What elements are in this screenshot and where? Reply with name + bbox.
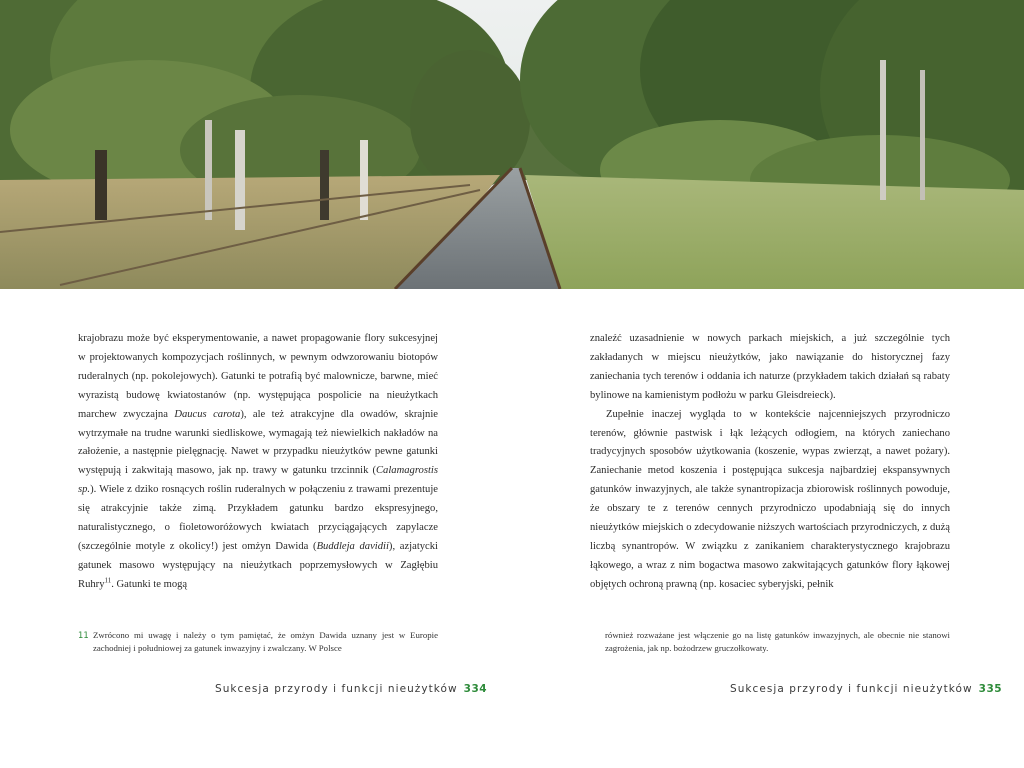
text-run: krajobrazu może być eksperymentowanie, a nawet propagowanie flory sukcesyjnej w projektowanych kompozycjach roślinnych, w pewnym odwzorowaniu biotopów ruderalnych (np. pokolejowych). Gatunki te potrafią być malownicze, barwne, mieć wyrazistą budowę kwiatostanów (np. występująca pospolicie na nieużytkach marchew zwyczajna	[78, 333, 438, 420]
footnote-ref: 11	[104, 576, 112, 585]
right-page-body	[590, 330, 950, 595]
species-name: Buddleja davidii	[316, 540, 389, 552]
landscape-photo	[0, 0, 1024, 289]
running-title: Sukcesja przyrody i funkcji nieużytków	[215, 683, 458, 695]
page-number: 335	[978, 683, 1003, 695]
text-run: . Gatunki te mogą	[111, 578, 188, 590]
footnote-number: 11	[78, 630, 89, 640]
left-running-footer	[215, 683, 487, 695]
paragraph	[590, 406, 950, 595]
left-footnote	[78, 629, 438, 656]
paragraph	[590, 330, 950, 406]
footnote-text: również rozważane jest włączenie go na listę gatunków inwazyjnych, ale obecnie nie stanowi zagrożenia, jak np. bożodrzew gruczołkowaty.	[605, 630, 950, 654]
running-title: Sukcesja przyrody i funkcji nieużytków	[730, 683, 973, 695]
left-page-body	[78, 330, 438, 595]
text-run: Zupełnie inaczej wygląda to w kontekście najcenniejszych przyrodniczo terenów, głównie pastwisk i łąk leżących odłogiem, na których zaniechano tradycyjnych sposobów użytkowania (koszenie, wypas zwierząt, a nawet pożary). Zaniechanie metod koszenia i postępująca sukcesja najbardziej ekspansywnych gatunków inwazyjnych, ale także synantropizacja zbiorowisk roślinnych powoduje, że obszary te z terenów cennych przyrodniczo upodabniają się do innych nieużytków miejskich o zdecydowanie niższych wartościach przyrodniczych, z dużą liczbą synantropów. W związku z zanikaniem charakterystycznego krajobrazu łąkowego, a wraz z nim bogactwa masowo zakwitających gatunków flory łąkowej objętych ochroną prawną (np. kosaciec syberyjski, pełnik	[590, 408, 950, 590]
footnote-text: Zwrócono mi uwagę i należy o tym pamiętać, że omżyn Dawida uznany jest w Europie zachodniej i południowej za gatunek inwazyjny i zwalczany. W Polsce	[93, 630, 438, 654]
right-footnote-continued	[605, 629, 950, 656]
text-run: ), azjatycki gatunek masowo występujący na nieużytkach poprzemysłowych w Zagłębiu Ruhry	[78, 540, 438, 590]
landscape-photo-icon	[0, 0, 1024, 289]
text-run: ), ale też atrakcyjne dla owadów, skrajnie wytrzymałe na trudne warunki siedliskowe, wymagają też niewielkich nakładów na założenie, a następnie pielęgnację. Nawet w przypadku nieużytków pewne gatunki występują i zakwitają masowo, jak np. trawy w gatunku trzcinnik (	[78, 408, 438, 477]
species-name: Daucus carota	[174, 408, 241, 420]
right-running-footer	[730, 683, 1002, 695]
species-name: Calamagrostis sp.	[78, 465, 438, 496]
text-run: ). Wiele z dziko rosnących roślin ruderalnych w połączeniu z trawami prezentuje się atrakcyjnie także zimą. Przykładem gatunku bardzo ekspresyjnego, naturalistycznego, o fioletoworóżowych kwiatach przyciągających zapylacze (szczególnie motyle z okolicy!) jest omżyn Dawida (	[78, 484, 438, 552]
page-number: 334	[463, 683, 488, 695]
text-run: znaleźć uzasadnienie w nowych parkach miejskich, a już szczególnie tych zakładanych w miejscu nieużytków, jako nawiązanie do historycznej fazy zaniechania tych terenów i oddania ich naturze (przykładem takich działań są rabaty bylinowe na kamienistym podłożu w parku Gleisdreieck).	[590, 333, 950, 401]
paragraph	[78, 330, 438, 595]
